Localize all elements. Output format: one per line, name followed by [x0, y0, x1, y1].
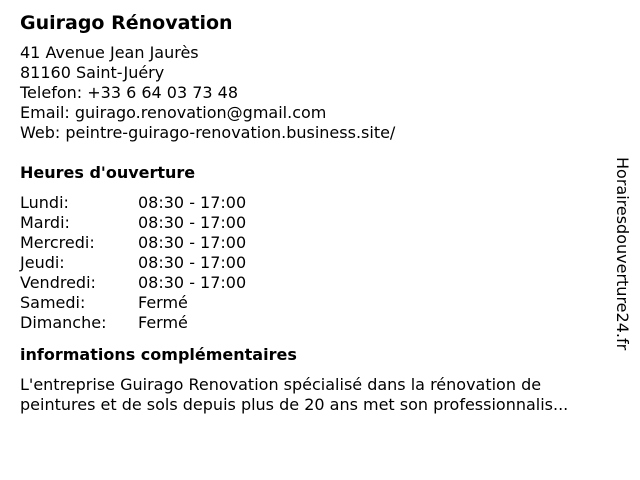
- hours-time: 08:30 - 17:00: [138, 253, 247, 272]
- hours-row-monday: [20, 193, 610, 213]
- hours-day: Samedi:: [20, 293, 86, 312]
- hours-row-saturday: [20, 293, 610, 313]
- hours-row-wednesday: [20, 233, 610, 253]
- hours-row-sunday: [20, 313, 610, 333]
- brand-text: Horairesdouverture24.fr: [613, 157, 632, 351]
- email-text: Email: guirago.renovation@gmail.com: [20, 103, 327, 122]
- phone-text: Telefon: +33 6 64 03 73 48: [20, 83, 239, 102]
- hours-time: 08:30 - 17:00: [138, 233, 247, 252]
- business-name: Guirago Rénovation: [20, 12, 233, 34]
- hours-time: Fermé: [138, 313, 188, 332]
- hours-day: Mardi:: [20, 213, 70, 232]
- brand-watermark: [610, 134, 634, 374]
- address-city: 81160 Saint-Juéry: [20, 63, 165, 82]
- hours-day: Lundi:: [20, 193, 69, 212]
- description-text: [20, 375, 620, 415]
- hours-heading: Heures d'ouverture: [20, 163, 196, 182]
- info-heading: informations complémentaires: [20, 345, 297, 364]
- hours-day: Dimanche:: [20, 313, 107, 332]
- hours-time: 08:30 - 17:00: [138, 273, 247, 292]
- hours-table: [20, 193, 610, 333]
- hours-row-thursday: [20, 253, 610, 273]
- hours-time: 08:30 - 17:00: [138, 193, 247, 212]
- website-text: Web: peintre-guirago-renovation.business.site/: [20, 123, 396, 142]
- address-block: [20, 43, 610, 143]
- hours-time: Fermé: [138, 293, 188, 312]
- description-line: peintures et de sols depuis plus de 20 ans met son professionnalis...: [20, 395, 569, 414]
- address-street: 41 Avenue Jean Jaurès: [20, 43, 199, 62]
- hours-row-friday: [20, 273, 610, 293]
- hours-day: Jeudi:: [20, 253, 65, 272]
- hours-day: Vendredi:: [20, 273, 96, 292]
- hours-row-tuesday: [20, 213, 610, 233]
- description-line: L'entreprise Guirago Renovation spécialisé dans la rénovation de: [20, 375, 542, 394]
- hours-day: Mercredi:: [20, 233, 95, 252]
- hours-time: 08:30 - 17:00: [138, 213, 247, 232]
- business-card: [20, 11, 610, 415]
